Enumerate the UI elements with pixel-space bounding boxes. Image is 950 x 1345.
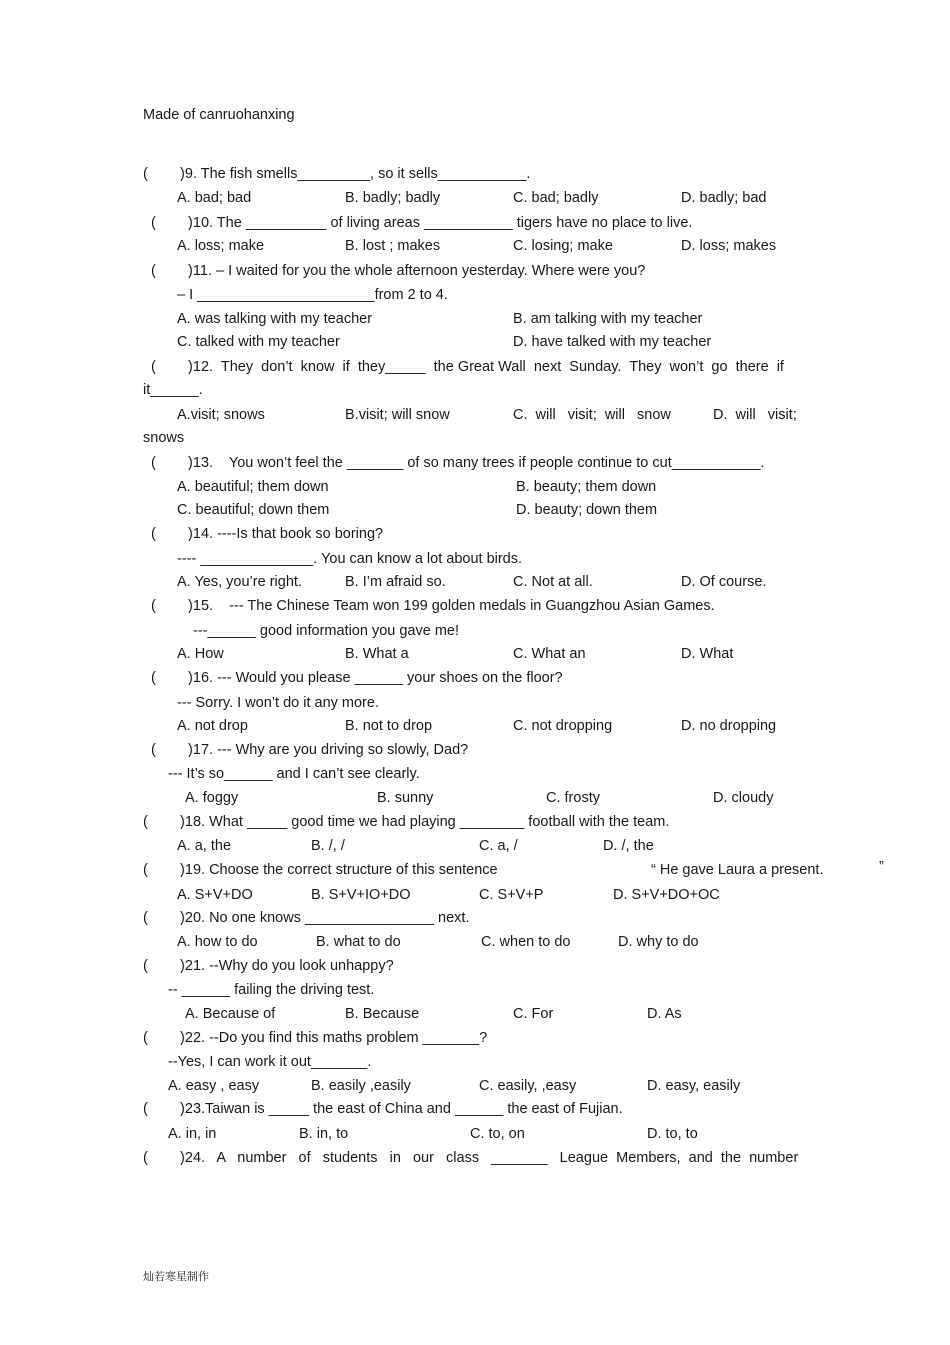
text-line: B. am talking with my teacher — [513, 311, 703, 327]
text-line: C. beautiful; down them — [177, 502, 330, 518]
text-line: ( )24. A number of students in our class _______ League Members, and the number — [143, 1150, 799, 1166]
text-line: ” — [879, 859, 884, 875]
text-line: B. I’m afraid so. — [345, 574, 446, 590]
text-line: A. in, in — [168, 1126, 217, 1142]
text-line: A. how to do — [177, 934, 258, 950]
text-line: A. not drop — [177, 718, 248, 734]
text-line: ( )17. --- Why are you driving so slowly, Dad? — [151, 742, 469, 758]
text-line: ( )12. They don’t know if they_____ the Great Wall next Sunday. They won’t go there if — [151, 359, 784, 375]
text-line: D. cloudy — [713, 790, 774, 806]
page-header: Made of canruohanxing — [143, 107, 295, 123]
text-line: D. Of course. — [681, 574, 767, 590]
text-line: ( )15. --- The Chinese Team won 199 golden medals in Guangzhou Asian Games. — [151, 598, 715, 614]
text-line: D. As — [647, 1006, 682, 1022]
text-line: B. easily ,easily — [311, 1078, 411, 1094]
text-line: ( )10. The __________ of living areas ___________ tigers have no place to live. — [151, 215, 693, 231]
text-line: – I ______________________from 2 to 4. — [177, 287, 448, 303]
text-line: A. a, the — [177, 838, 232, 854]
text-line: D. easy, easily — [647, 1078, 741, 1094]
text-line: D. will visit; — [713, 407, 797, 423]
text-line: C. S+V+P — [479, 887, 544, 903]
text-line: D. What — [681, 646, 734, 662]
text-line: A. S+V+DO — [177, 887, 253, 903]
text-line: A. foggy — [185, 790, 239, 806]
text-line: ( )22. --Do you find this maths problem _______? — [143, 1030, 488, 1046]
text-line: --Yes, I can work it out_______. — [168, 1054, 372, 1070]
text-line: A. was talking with my teacher — [177, 311, 373, 327]
text-line: --- It’s so______ and I can’t see clearly. — [168, 766, 420, 782]
text-line: B. /, / — [311, 838, 345, 854]
text-line: snows — [143, 430, 185, 446]
text-line: ( )11. – I waited for you the whole afternoon yesterday. Where were you? — [151, 263, 646, 279]
text-line: -- ______ failing the driving test. — [168, 982, 375, 998]
text-line: C. What an — [513, 646, 586, 662]
text-line: A. Because of — [185, 1006, 276, 1022]
text-line: C. Not at all. — [513, 574, 593, 590]
text-line: C. For — [513, 1006, 554, 1022]
text-line: B. Because — [345, 1006, 420, 1022]
text-line: A. beautiful; them down — [177, 479, 329, 495]
text-line: “ He gave Laura a present. — [651, 862, 824, 878]
text-line: B. lost ; makes — [345, 238, 441, 254]
text-line: C. easily, ,easy — [479, 1078, 577, 1094]
text-line: C. a, / — [479, 838, 518, 854]
text-line: A. Yes, you’re right. — [177, 574, 302, 590]
text-line: B. What a — [345, 646, 409, 662]
text-line: A. bad; bad — [177, 190, 252, 206]
text-line: A. loss; make — [177, 238, 265, 254]
text-line: ( )18. What _____ good time we had playing ________ football with the team. — [143, 814, 670, 830]
text-line: B. S+V+IO+DO — [311, 887, 411, 903]
text-line: C. bad; badly — [513, 190, 599, 206]
text-line: B. what to do — [316, 934, 401, 950]
text-line: C. frosty — [546, 790, 600, 806]
text-line: ---- ______________. You can know a lot about birds. — [177, 551, 523, 567]
text-line: C. to, on — [470, 1126, 525, 1142]
text-line: C. will visit; will snow — [513, 407, 671, 423]
text-line: it______. — [143, 382, 203, 398]
text-line: D. badly; bad — [681, 190, 767, 206]
text-line: C. talked with my teacher — [177, 334, 340, 350]
text-line: ( )19. Choose the correct structure of this sentence — [143, 862, 498, 878]
text-line: ( )20. No one knows ________________ next. — [143, 910, 470, 926]
text-line: B. not to drop — [345, 718, 433, 734]
page-footer: 灿若寒星制作 — [143, 1270, 209, 1283]
text-line: ( )13. You won’t feel the _______ of so many trees if people continue to cut___________. — [151, 455, 765, 471]
text-line: ( )21. --Why do you look unhappy? — [143, 958, 394, 974]
text-line: A.visit; snows — [177, 407, 265, 423]
text-line: D. loss; makes — [681, 238, 777, 254]
text-line: ( )14. ----Is that book so boring? — [151, 526, 384, 542]
text-line: B. sunny — [377, 790, 434, 806]
text-line: B. beauty; them down — [516, 479, 657, 495]
text-line: A. easy , easy — [168, 1078, 260, 1094]
text-line: D. no dropping — [681, 718, 777, 734]
text-line: D. have talked with my teacher — [513, 334, 712, 350]
text-line: D. /, the — [603, 838, 654, 854]
text-line: C. when to do — [481, 934, 571, 950]
text-line: ( )9. The fish smells_________, so it sells___________. — [143, 166, 531, 182]
text-line: ( )23.Taiwan is _____ the east of China and ______ the east of Fujian. — [143, 1101, 623, 1117]
text-line: ( )16. --- Would you please ______ your shoes on the floor? — [151, 670, 563, 686]
text-line: A. How — [177, 646, 224, 662]
text-line: D. S+V+DO+OC — [613, 887, 720, 903]
text-line: B. in, to — [299, 1126, 349, 1142]
text-line: ---______ good information you gave me! — [193, 623, 459, 639]
text-line: C. not dropping — [513, 718, 613, 734]
text-line: C. losing; make — [513, 238, 613, 254]
text-line: D. beauty; down them — [516, 502, 658, 518]
text-line: B. badly; badly — [345, 190, 441, 206]
text-line: D. why to do — [618, 934, 699, 950]
text-line: B.visit; will snow — [345, 407, 450, 423]
text-line: D. to, to — [647, 1126, 698, 1142]
text-line: --- Sorry. I won’t do it any more. — [177, 695, 379, 711]
